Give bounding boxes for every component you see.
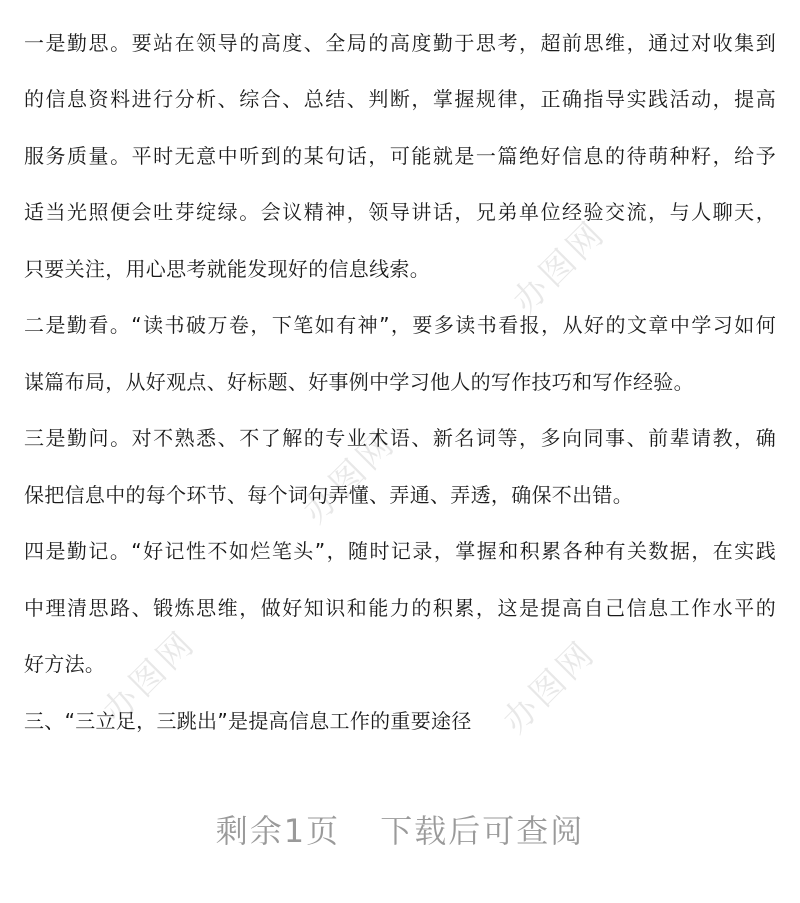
text-line: 只要关注，用心思考就能发现好的信息线索。 [24,256,430,281]
text-line: 四是勤记。“好记性不如烂笔头”，随时记录，掌握和积累各种有关数据，在实践 [24,539,776,563]
watermark: 办图网 [495,632,604,742]
section-heading: 三、“三立足，三跳出”是提高信息工作的重要途径 [24,708,472,733]
watermark: 办图网 [505,212,614,322]
download-hint-label: 下载后可查阅 [380,812,585,850]
text-line: 保把信息中的每个环节、每个词句弄懂、弄通、弄透，确保不出错。 [24,482,633,507]
text-line: 谋篇布局，从好观点、好标题、好事例中学习他人的写作技巧和写作经验。 [24,369,694,394]
document-body [24,0,776,763]
text-line: 二是勤看。“读书破万卷，下笔如有神”，要多读书看报，从好的文章中学习如何 [24,313,776,337]
watermark: 办图网 [295,422,404,532]
text-line: 中理清思路、锻炼思维，做好知识和能力的积累，这是提高自己信息工作水平的 [24,595,776,620]
text-line: 的信息资料进行分析、综合、总结、判断，掌握规律，正确指导实践活动，提高 [24,87,776,111]
text-line: 适当光照便会吐芽绽绿。会议精神，领导讲话，兄弟单位经验交流，与人聊天， [24,200,776,224]
remaining-pages-label: 剩余1页 [215,812,341,850]
text-line: 好方法。 [24,652,106,676]
text-line: 一是勤思。要站在领导的高度、全局的高度勤于思考，超前思维，通过对收集到 [24,30,776,55]
remaining-pages-notice[interactable] [0,806,800,852]
text-line: 三是勤问。对不熟悉、不了解的专业术语、新名词等，多向同事、前辈请教，确 [24,426,776,450]
watermark: 办图网 [95,622,204,732]
text-line: 服务质量。平时无意中听到的某句话，可能就是一篇绝好信息的待萌种籽，给予 [24,143,776,168]
